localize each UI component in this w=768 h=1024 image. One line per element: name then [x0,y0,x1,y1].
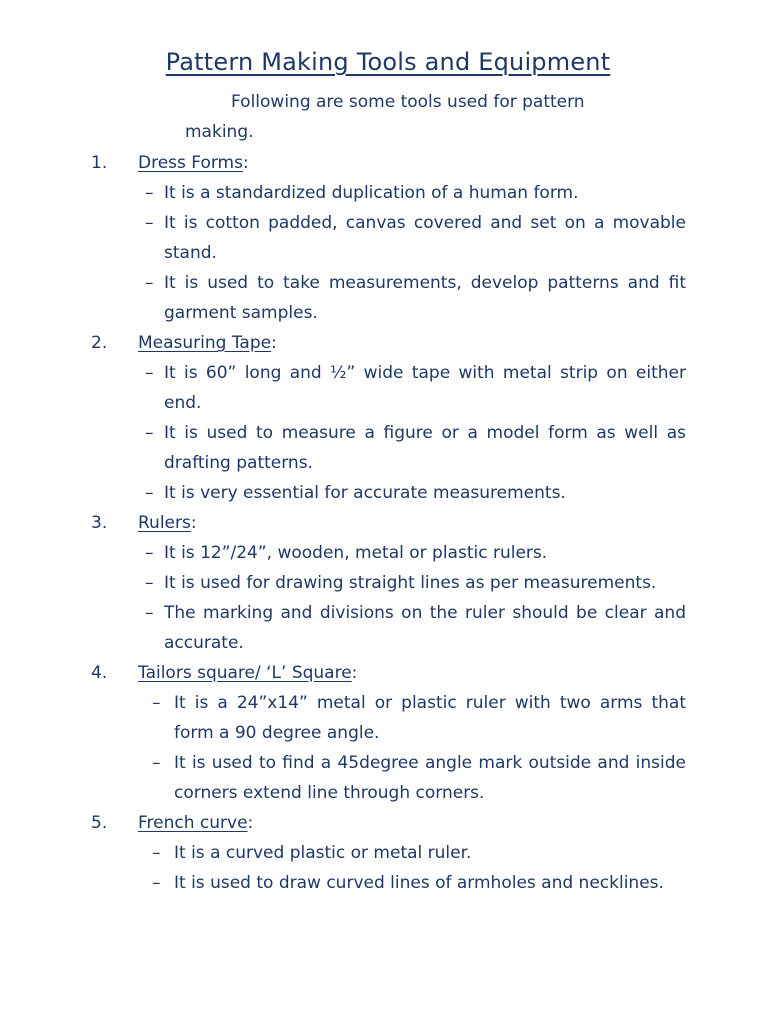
dash-marker: – [145,273,154,293]
list-item [0,328,768,508]
item-heading [0,808,768,838]
item-heading [0,658,768,688]
dash-marker: – [152,753,161,773]
bullet-point: – It is used to take measurements, develop patterns and fit garment samples. [0,268,686,328]
item-colon: : [247,813,254,833]
item-name: Dress Forms [138,153,243,173]
dash-marker: – [145,483,154,503]
tools-list [0,148,768,898]
dash-marker: – [145,603,154,623]
item-name: Tailors square/ ‘L’ Square [138,663,352,683]
bullet-point: – It is a 24”x14” metal or plastic ruler with two arms that form a 90 degree angle. [0,688,686,748]
item-number: 1. [91,153,108,173]
bullet-point: – It is used for drawing straight lines as per measurements. [0,568,686,598]
bullet-point: – It is 12”/24”, wooden, metal or plastic rulers. [0,538,686,568]
dash-marker: – [145,543,154,563]
list-item [0,658,768,808]
item-name: Measuring Tape [138,333,272,353]
bullet-point: – The marking and divisions on the ruler should be clear and accurate. [0,598,686,658]
dash-marker: – [145,363,154,383]
dash-marker: – [145,573,154,593]
bullet-list [0,358,768,508]
bullet-point: – It is a curved plastic or metal ruler. [0,838,686,868]
dash-marker: – [145,213,154,233]
bullet-point: – It is used to find a 45degree angle mark outside and inside corners extend line through corners. [0,748,686,808]
item-heading [0,328,768,358]
item-colon: : [271,333,277,353]
bullet-point: – It is cotton padded, canvas covered and set on a movable stand. [0,208,686,268]
dash-marker: – [152,843,161,863]
item-heading [0,508,768,538]
item-name: French curve [138,813,248,833]
dash-marker: – [145,183,154,203]
bullet-point: – It is a standardized duplication of a human form. [0,178,686,208]
intro-paragraph: Following are some tools used for pattern making. [185,92,585,142]
list-item [0,508,768,658]
item-number: 3. [91,513,108,533]
bullet-list [0,538,768,658]
item-colon: : [190,513,197,533]
dash-marker: – [145,423,154,443]
list-item [0,808,768,898]
list-item [0,148,768,328]
bullet-list [0,688,768,808]
dash-marker: – [152,873,161,893]
bullet-point: – It is 60” long and ½” wide tape with metal strip on either end. [0,358,686,418]
dash-marker: – [152,693,161,713]
item-name: Rulers [138,513,191,533]
bullet-point: – It is used to draw curved lines of armholes and necklines. [0,868,686,898]
item-heading [0,148,768,178]
item-colon: : [242,153,249,173]
bullet-point: – It is used to measure a figure or a model form as well as drafting patterns. [0,418,686,478]
item-number: 5. [91,813,108,833]
item-number: 4. [91,663,108,683]
item-colon: : [351,663,358,683]
bullet-list [0,178,768,328]
item-number: 2. [91,333,108,353]
page-title: Pattern Making Tools and Equipment [165,48,611,76]
bullet-point: – It is very essential for accurate measurements. [0,478,686,508]
bullet-list [0,838,768,898]
